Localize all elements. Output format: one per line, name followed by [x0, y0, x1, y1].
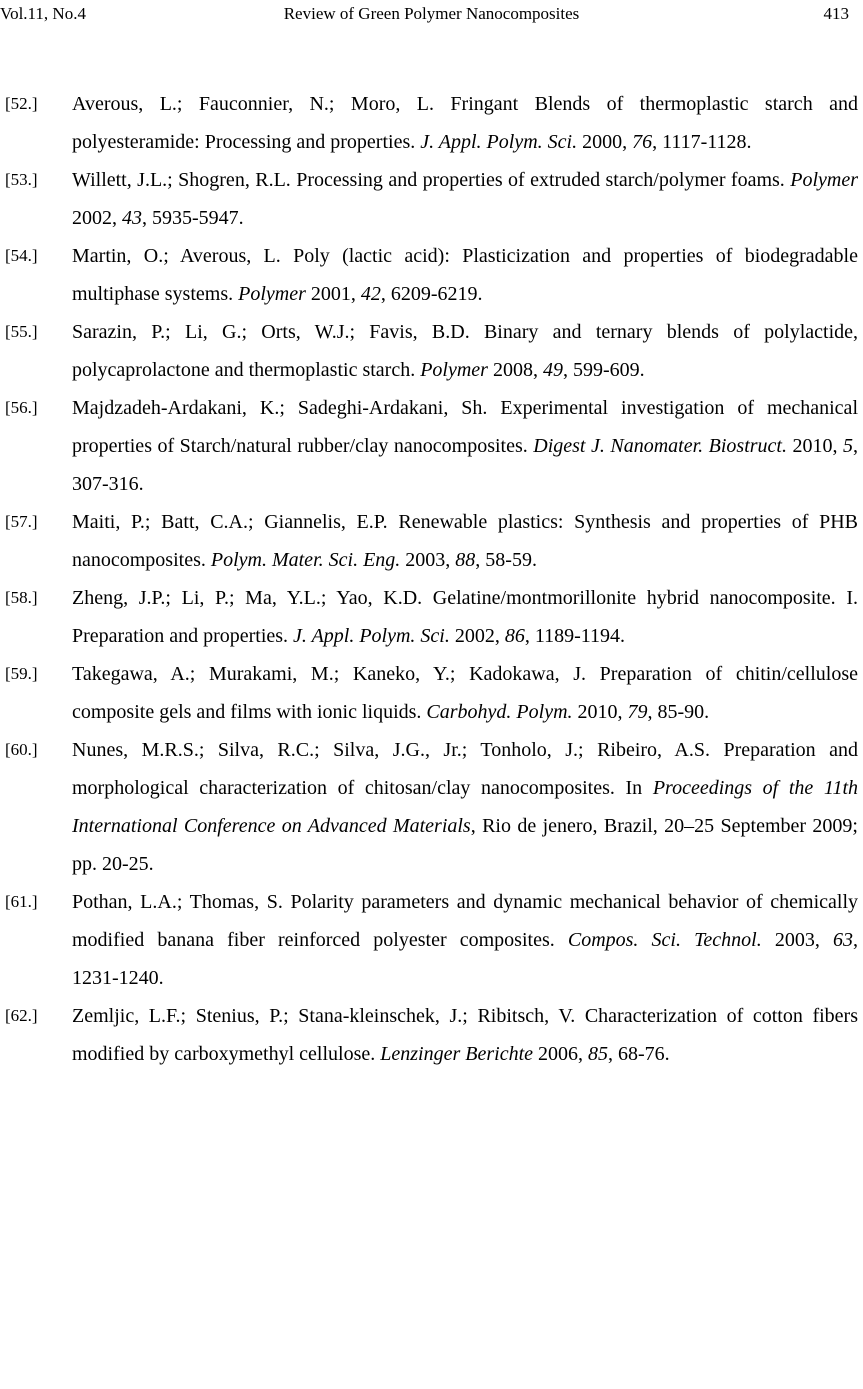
reference-segment: Martin, O.; Averous, L. Poly (lactic acid): Plasticization and properties of biodegradable multiphase systems.: [72, 245, 858, 305]
reference-segment: 2002,: [72, 207, 122, 229]
reference-line-group: [72, 389, 858, 503]
reference-segment: , 85-90.: [647, 701, 710, 723]
reference-text: [72, 503, 858, 579]
reference-text: [72, 731, 858, 883]
reference-number: [52.]: [5, 94, 38, 113]
reference-item: [0, 503, 863, 579]
reference-italic-segment: Polymer: [238, 283, 306, 305]
reference-italic-segment: 88: [455, 549, 476, 571]
journal-volume: Vol.11, No.4: [0, 4, 86, 23]
reference-segment: Majdzadeh-Ardakani, K.; Sadeghi-Ardakani, Sh. Experimental investigation of mechanical properties of Starch/natural rubber/clay nanocomposites.: [72, 397, 858, 457]
reference-italic-segment: Lenzinger Berichte: [380, 1043, 534, 1065]
reference-italic-segment: 86: [504, 625, 525, 647]
reference-italic-segment: Compos. Sci. Technol.: [567, 929, 762, 951]
reference-segment: Zemljic, L.F.; Stenius, P.; Stana-kleinschek, J.; Ribitsch, V. Characterization of cotton fibers modified by carboxymethyl cellulose.: [72, 1005, 858, 1065]
reference-segment: 2002,: [449, 625, 505, 647]
reference-segment: , 1117-1128.: [652, 131, 752, 153]
reference-line-group: [72, 959, 858, 997]
reference-segment: Takegawa, A.; Murakami, M.; Kaneko, Y.; Kadokawa, J. Preparation of chitin/cellulose composite gels and films with ionic liquids.: [72, 663, 858, 723]
reference-text: [72, 579, 858, 655]
reference-segment: 1231-1240.: [72, 967, 164, 989]
reference-item: [0, 161, 863, 237]
reference-text: [72, 161, 858, 237]
running-title: Review of Green Polymer Nanocomposites: [283, 4, 580, 23]
reference-item: [0, 883, 863, 997]
reference-list: [0, 85, 863, 1073]
reference-segment: Maiti, P.; Batt, C.A.; Giannelis, E.P. Renewable plastics: Synthesis and properties of PHB nanocomposites.: [72, 511, 858, 571]
reference-line-group: [72, 85, 858, 161]
reference-item: [0, 579, 863, 655]
reference-italic-segment: 43: [122, 207, 142, 229]
reference-number: [56.]: [5, 398, 38, 417]
reference-italic-segment: Polym. Mater. Sci. Eng.: [210, 549, 401, 571]
reference-italic-segment: 85: [588, 1043, 609, 1065]
reference-segment: ,: [853, 929, 858, 951]
reference-text: [72, 237, 858, 313]
reference-line-group: [72, 161, 858, 237]
reference-text: [72, 389, 858, 503]
reference-segment: , 6209-6219.: [380, 283, 483, 305]
reference-number: [58.]: [5, 588, 38, 607]
reference-item: [0, 85, 863, 161]
reference-segment: 2000,: [577, 131, 633, 153]
reference-number: [55.]: [5, 322, 38, 341]
reference-italic-segment: Digest J. Nanomater. Biostruct.: [533, 435, 787, 457]
reference-segment: 2010,: [786, 435, 843, 457]
reference-segment: 2008,: [487, 359, 543, 381]
reference-item: [0, 389, 863, 503]
reference-line-group: [72, 883, 858, 959]
reference-text: [72, 997, 858, 1073]
reference-number: [57.]: [5, 512, 38, 531]
reference-segment: 2003,: [761, 929, 833, 951]
reference-text: [72, 313, 858, 389]
reference-line-group: [72, 503, 858, 579]
reference-segment: 2001,: [305, 283, 361, 305]
reference-italic-segment: J. Appl. Polym. Sci.: [293, 625, 450, 647]
reference-line-group: [72, 237, 858, 313]
reference-italic-segment: 63: [833, 929, 853, 951]
reference-italic-segment: 79: [627, 701, 648, 723]
reference-segment: Sarazin, P.; Li, G.; Orts, W.J.; Favis, B.D. Binary and ternary blends of polylactide, polycaprolactone and thermoplastic starch.: [72, 321, 858, 381]
reference-number: [61.]: [5, 892, 38, 911]
reference-italic-segment: J. Appl. Polym. Sci.: [420, 131, 578, 153]
reference-segment: 2003,: [400, 549, 456, 571]
reference-segment: , Rio de jenero, Brazil, 20–25 September 2009; pp. 20-25.: [72, 815, 858, 875]
reference-segment: Pothan, L.A.; Thomas, S. Polarity parameters and dynamic mechanical behavior of chemically modified banana fiber reinforced polyester composites.: [72, 891, 858, 951]
reference-italic-segment: Carbohyd. Polym.: [426, 701, 573, 723]
reference-segment: Averous, L.; Fauconnier, N.; Moro, L. Fringant Blends of thermoplastic starch and polyesteramide: Processing and properties.: [72, 93, 858, 153]
reference-item: [0, 313, 863, 389]
reference-segment: 2006,: [533, 1043, 589, 1065]
page-number: 413: [823, 4, 849, 23]
reference-item: [0, 997, 863, 1073]
reference-italic-segment: Polymer: [420, 359, 488, 381]
reference-italic-segment: Proceedings of the 11th International Conference on Advanced Materials: [72, 777, 858, 837]
reference-segment: , 1189-1194.: [524, 625, 626, 647]
reference-italic-segment: 49: [542, 359, 563, 381]
reference-segment: Nunes, M.R.S.; Silva, R.C.; Silva, J.G., Jr.; Tonholo, J.; Ribeiro, A.S. Preparation and morphological characterization of chitosan/clay nanocomposites. In: [72, 739, 858, 799]
reference-number: [59.]: [5, 664, 38, 683]
reference-line-group: [72, 731, 858, 883]
reference-text: [72, 655, 858, 731]
reference-number: [54.]: [5, 246, 38, 265]
reference-segment: Zheng, J.P.; Li, P.; Ma, Y.L.; Yao, K.D. Gelatine/montmorillonite hybrid nanocomposite. I. Preparation and properties.: [72, 587, 858, 647]
reference-line-group: [72, 313, 858, 389]
reference-text: [72, 883, 858, 997]
reference-segment: , 599-609.: [562, 359, 645, 381]
reference-segment: , 5935-5947.: [142, 207, 244, 229]
reference-italic-segment: Polymer: [790, 169, 858, 191]
reference-line-group: [72, 655, 858, 731]
reference-line-group: [72, 579, 858, 655]
reference-segment: , 307-316.: [72, 435, 858, 495]
reference-item: [0, 237, 863, 313]
reference-segment: Willett, J.L.; Shogren, R.L. Processing and properties of extruded starch/polymer foams.: [72, 169, 791, 191]
reference-italic-segment: 5: [843, 435, 853, 457]
reference-text: [72, 85, 858, 161]
running-header: [0, 2, 863, 26]
reference-number: [62.]: [5, 1006, 38, 1025]
reference-italic-segment: 76: [632, 131, 653, 153]
reference-number: [60.]: [5, 740, 38, 759]
reference-segment: , 68-76.: [608, 1043, 670, 1065]
reference-line-group: [72, 997, 858, 1073]
reference-item: [0, 655, 863, 731]
reference-segment: , 58-59.: [475, 549, 537, 571]
reference-segment: 2010,: [572, 701, 628, 723]
reference-item: [0, 731, 863, 883]
reference-italic-segment: 42: [360, 283, 381, 305]
reference-number: [53.]: [5, 170, 38, 189]
